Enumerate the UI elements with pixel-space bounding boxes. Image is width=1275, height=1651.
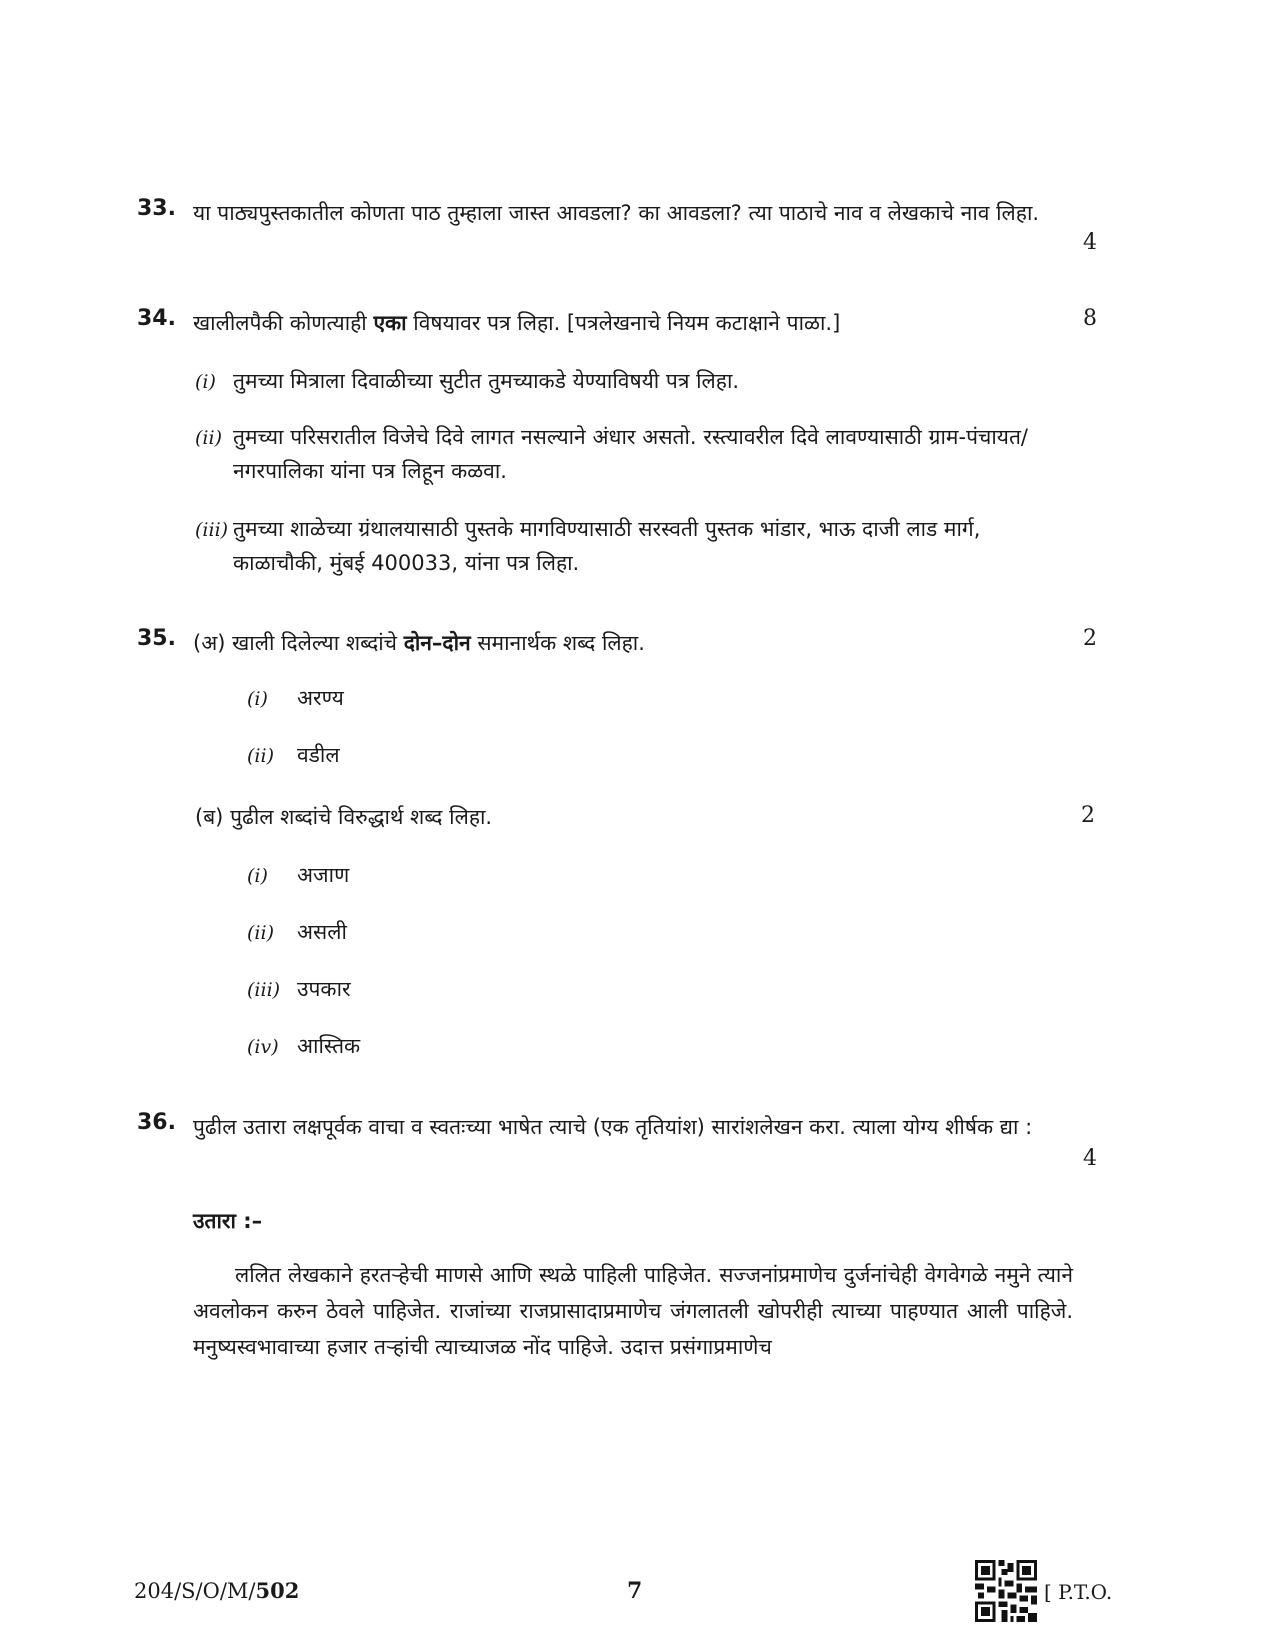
marks: 8 (1083, 306, 1097, 331)
item-text: उपकार (297, 977, 351, 1001)
question-number: 36. (137, 1110, 176, 1135)
question-text: या पाठ्यपुस्तकातील कोणता पाठ तुम्हाला जास्त आवडला? का आवडला? त्या पाठाचे नाव व लेखकाचे नाव लिहा. (193, 201, 1040, 225)
list-item (247, 1032, 847, 1060)
marks: 4 (1083, 230, 1097, 255)
item-label: (iv) (247, 1036, 279, 1058)
option-text: तुमच्या परिसरातील विजेचे दिवे लागत नसल्याने अंधार असतो. रस्त्यावरील दिवे लावण्यासाठी ग्राम-पंचायत/नगरपालिका यांना पत्र लिहून कळवा. (233, 425, 1028, 483)
paper-code: 204/S/O/M/502 (134, 1578, 300, 1603)
item-label: (i) (247, 688, 268, 710)
item-label: (ii) (247, 922, 274, 944)
question-text: खालीलपैकी कोणत्याही एका विषयावर पत्र लिहा. [पत्रलेखनाचे नियम कटाक्षाने पाळा.] (193, 311, 841, 335)
part-label: (अ) (193, 631, 226, 655)
item-label: (i) (247, 865, 268, 887)
passage-heading: उतारा :– (193, 1209, 263, 1233)
option (195, 364, 1095, 399)
list-item (247, 684, 847, 712)
item-text: वडील (297, 743, 340, 767)
part-label: (ब) (195, 805, 224, 829)
pto-label: [ P.T.O. (1044, 1580, 1113, 1604)
list-item (247, 861, 847, 889)
item-label: (iii) (247, 979, 281, 1001)
marks: 4 (1083, 1146, 1097, 1171)
question-text: (अ) खाली दिलेल्या शब्दांचे दोन–दोन समानार्थक शब्द लिहा. (193, 631, 645, 655)
option-text: तुमच्या शाळेच्या ग्रंथालयासाठी पुस्तके मागविण्यासाठी सरस्वती पुस्तक भांडार, भाऊ दाजी लाड मार्ग, काळाचौकी, मुंबई 400033, यांना पत्र लिहा. (233, 517, 981, 575)
item-label: (ii) (247, 745, 274, 767)
qr-code-icon (975, 1560, 1037, 1622)
item-text: अरण्य (297, 686, 344, 710)
item-text: असली (297, 920, 347, 944)
question-35 (137, 626, 1097, 660)
option (195, 512, 1095, 575)
question-text: पुढील उतारा लक्षपूर्वक वाचा व स्वतःच्या भाषेत त्याचे (एक तृतियांश) सारांशलेखन करा. त्याला योग्य शीर्षक द्या : (193, 1115, 1033, 1139)
question-36 (137, 1110, 1097, 1171)
option-label: (ii) (195, 427, 222, 449)
option-label: (i) (195, 371, 216, 393)
page-number: 7 (627, 1578, 643, 1604)
list-item (247, 741, 847, 769)
question-35-part-b (195, 803, 1095, 831)
item-text: अजाण (297, 863, 350, 887)
question-33 (137, 196, 1097, 255)
option (195, 420, 1095, 483)
list-item (247, 918, 847, 946)
question-number: 35. (137, 626, 176, 651)
option-label: (iii) (195, 519, 229, 541)
list-item (247, 975, 847, 1003)
item-text: आस्तिक (297, 1034, 361, 1058)
marks: 2 (1083, 626, 1097, 651)
passage: ललित लेखकाने हरतऱ्हेची माणसे आणि स्थळे पाहिली पाहिजेत. सज्जनांप्रमाणेच दुर्जनांचेही वेगवेगळे नमुने त्याने अवलोकन करुन ठेवले पाहिजेत. राजांच्या राजप्रासादाप्रमाणेच जंगलातली खोपरीही त्याच्या पाहण्यात आली पाहिजे. मनुष्यस्वभावाच्या हजार तऱ्हांची त्याच्याजळ नोंद पाहिजे. उदात्त प्रसंगाप्रमाणेच (193, 1263, 1073, 1359)
question-34 (137, 306, 1097, 340)
option-text: तुमच्या मित्राला दिवाळीच्या सुटीत तुमच्याकडे येण्याविषयी पत्र लिहा. (233, 369, 740, 393)
part-text: पुढील शब्दांचे विरुद्धार्थ शब्द लिहा. (230, 805, 493, 829)
marks: 2 (1081, 803, 1095, 828)
question-number: 34. (137, 306, 176, 331)
question-number: 33. (137, 196, 176, 221)
